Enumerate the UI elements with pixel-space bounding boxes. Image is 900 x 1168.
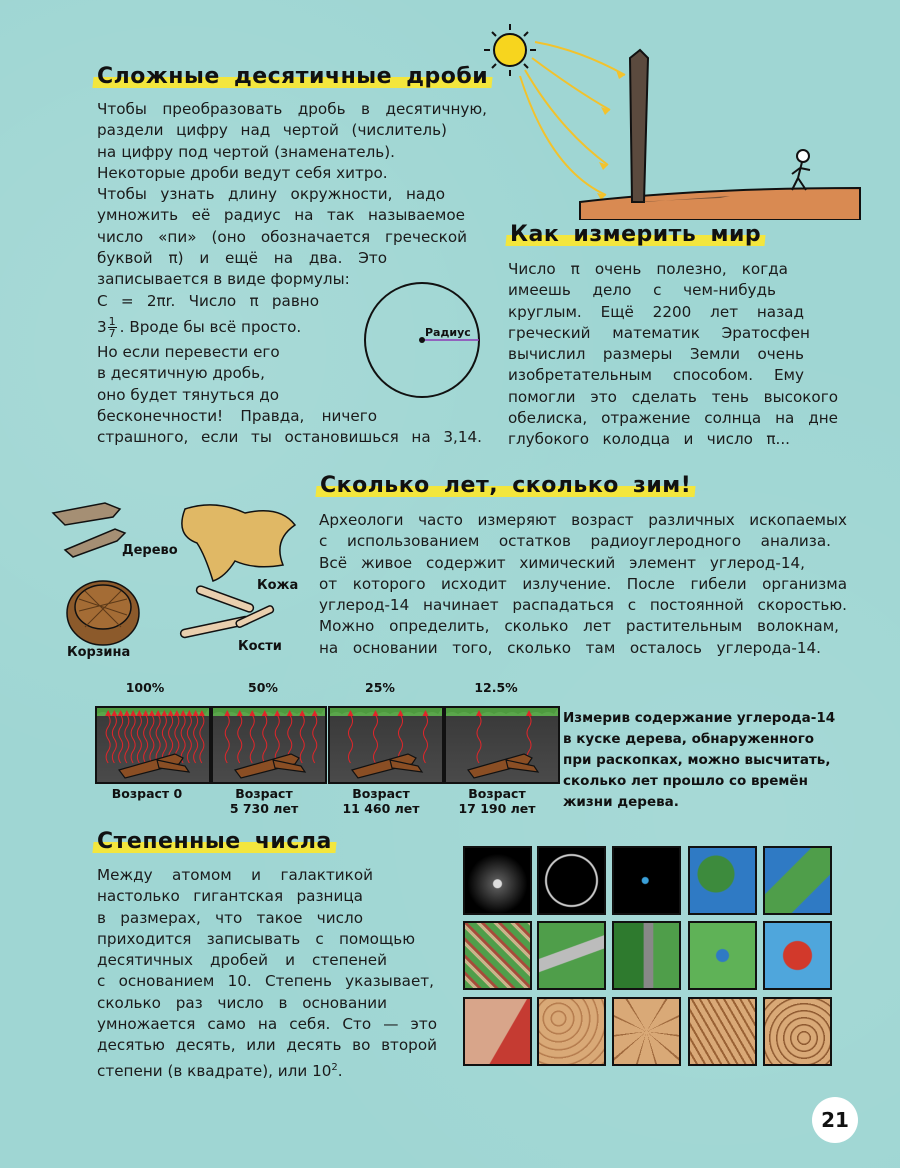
age-label-1: Возраст 5 730 лет	[229, 786, 299, 816]
carbon-title: Сколько лет, сколько зим!	[320, 473, 691, 498]
decay-box	[444, 706, 560, 784]
circle-radius-diagram	[362, 280, 486, 404]
carbon-text: Археологи часто измеряют возраст различных ископаемых с использованием остатков радиоуглеродного анализа. Всё живое содержит химический элемент углерод-14, от которого исходит излучение. После гибели организма углерод-14 начинает распадаться с постоянной скоростью. Можно определить, сколько лет растительным волокнам, на основании того, сколько там осталось углерода-14.	[319, 511, 847, 657]
obelisk-illustration	[480, 20, 870, 220]
artifact-label-leather: Кожа	[257, 578, 299, 593]
powers-text: Между атомом и галактикой настолько гигантская разница в размерах, что такое число приходится записывать с помощью десятичных дробей и степеней с основанием 10. Степень указывает, сколько раз число в основании умножается само на себя. Сто — это десятью десять, или десять во второй степени (в квадрате), или $10^2$.	[97, 866, 437, 1080]
scale-tile	[763, 921, 832, 990]
scale-tile	[688, 997, 757, 1066]
decay-box	[328, 706, 444, 784]
age-label-0: Возраст 0	[111, 786, 183, 801]
scale-tile	[463, 846, 532, 915]
log-icon	[119, 754, 189, 778]
scale-tile	[688, 921, 757, 990]
powers-title: Степенные числа	[97, 829, 332, 854]
measure-text: Число π очень полезно, когда имеешь дело с чем-нибудь круглым. Ещё 2200 лет назад греческий математик Эратосфен вычислил размеры Земли очень изобретательным способом. Ему помогли это сделать тень высокого обелиска, отражение солнца на дне глубокого колодца и число π...	[508, 260, 838, 449]
decimals-title: Сложные десятичные дроби	[97, 64, 488, 89]
scale-tile	[537, 846, 606, 915]
age-label-2: Возраст 11 460 лет	[342, 786, 420, 816]
scale-tile	[463, 921, 532, 990]
decay-box	[211, 706, 327, 784]
scale-tile	[688, 846, 757, 915]
pi-fraction: $\frac{1}{7}$	[108, 314, 116, 340]
scale-tile	[612, 921, 681, 990]
measure-title: Как измерить мир	[510, 222, 761, 247]
basket-icon	[67, 581, 139, 645]
age-label-3: Возраст 17 190 лет	[458, 786, 536, 816]
percent-label-2: 25%	[365, 680, 395, 695]
decimals-text: Чтобы преобразовать дробь в десятичную, раздели цифру над чертой (числитель) на цифру под чертой (знаменатель). Некоторые дроби ведут себя хитро. Чтобы узнать длину окружности, надо умножить её радиус на так называемое число «пи» (оно обозначается греческой буквой π) и ещё на два. Это записывается в виде формулы: C = 2πr. Число π равно 3 $\frac{1}{7}$ . Вроде бы всё просто. Но если перевести его в десятичную дробь, оно будет тянуться до бесконечности! Правда, ничего страшного, если ты остановишься на 3,14.	[97, 100, 487, 447]
wood-icon	[53, 503, 125, 557]
artifact-label-bones: Кости	[238, 639, 282, 654]
percent-label-3: 12.5%	[474, 680, 518, 695]
radius-label: Радиус	[425, 326, 471, 339]
carbon-caption: Измерив содержание углерода-14 в куске дерева, обнаруженного при раскопках, можно высчитать, сколько лет прошло со времён жизни дерева.	[563, 710, 836, 810]
log-icon	[235, 754, 305, 778]
decay-box	[95, 706, 211, 784]
percent-label-0: 100%	[125, 680, 165, 695]
log-icon	[468, 754, 538, 778]
leather-icon	[182, 505, 295, 581]
scale-tile	[763, 997, 832, 1066]
log-icon	[352, 754, 422, 778]
artifact-label-wood: Дерево	[122, 543, 178, 558]
scale-tile	[612, 846, 681, 915]
sun-icon	[484, 24, 536, 76]
percent-label-1: 50%	[248, 680, 278, 695]
artifact-label-basket: Корзина	[67, 645, 131, 660]
scale-tile	[537, 921, 606, 990]
scale-tile	[537, 997, 606, 1066]
scale-tile	[763, 846, 832, 915]
scale-tile	[463, 997, 532, 1066]
scale-tile	[612, 997, 681, 1066]
page-number: 21	[812, 1097, 858, 1143]
